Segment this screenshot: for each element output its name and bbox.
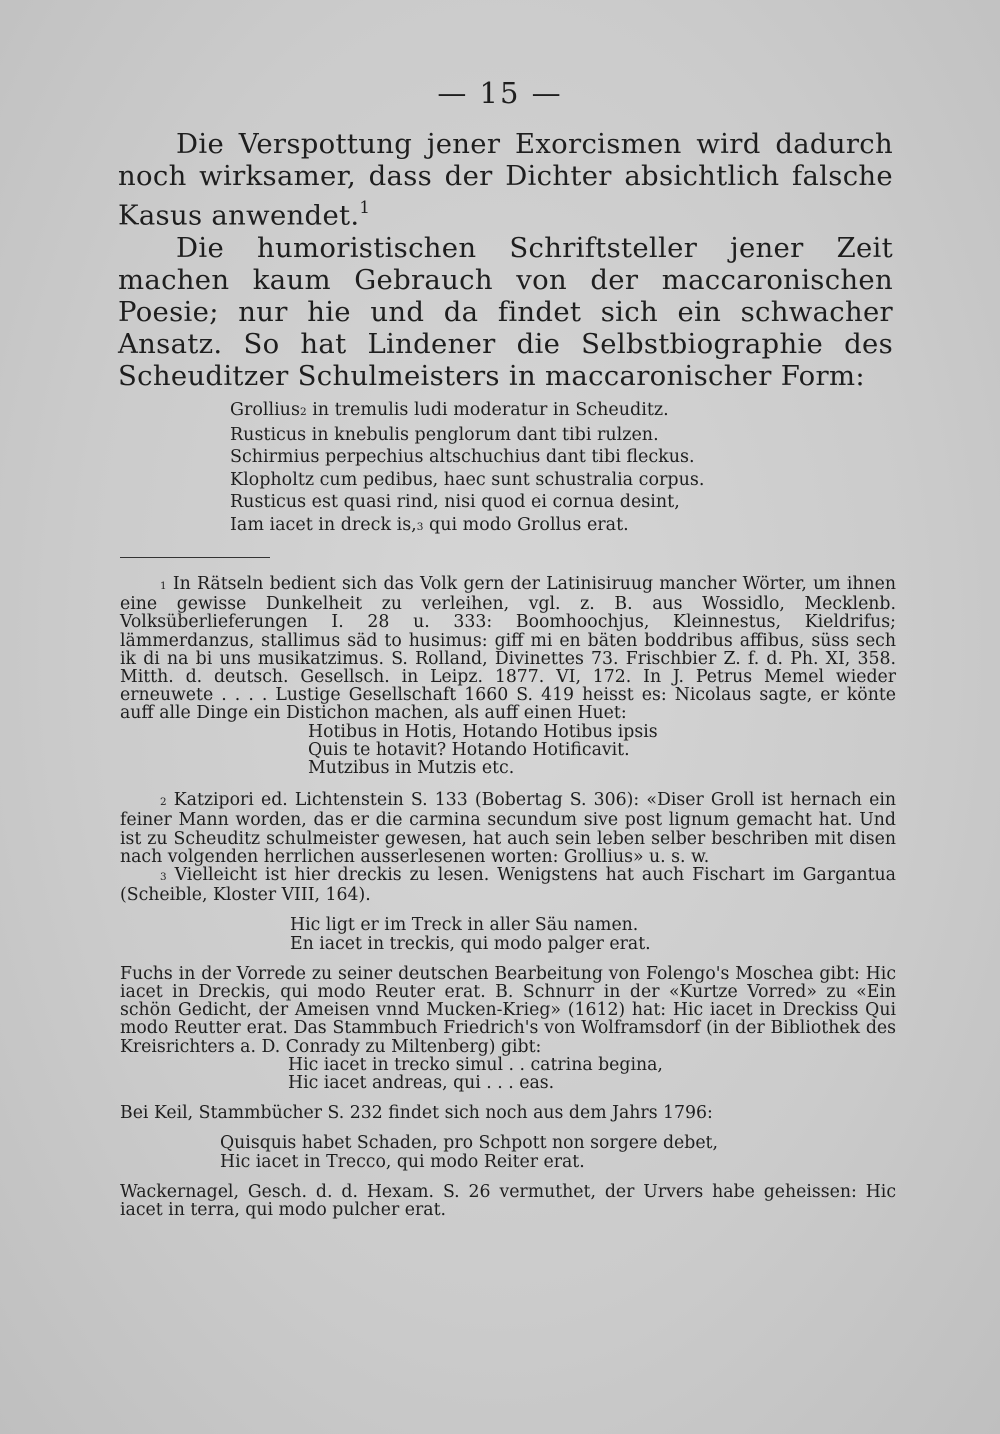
verse-line: Hic ligt er im Treck in aller Säu namen. (290, 915, 639, 936)
footnote-ref-1: 1 (359, 198, 371, 217)
verse-line: Hic iacet andreas, qui . . . eas. (288, 1073, 555, 1094)
paragraph-1-text: Die Verspottung jener Exorcismen wird dadurch noch wirksamer, dass der Dichter absichtlich falsche Kasus anwendet. (118, 128, 893, 232)
paragraph-2: Die humoristischen Schriftsteller jener Zeit machen kaum Gebrauch von der maccaronischen Poesie; nur hie und da findet sich ein schwacher Ansatz. So hat Lindener die Selbstbiographie des Scheuditzer Schulmeisters in maccaronischer Form: (118, 231, 893, 392)
poem-line-text: Iam iacet in dreck is, (230, 514, 417, 535)
page-number: — 15 — (437, 76, 563, 110)
poem-line-text: in tremulis ludi moderatur in Scheuditz. (306, 400, 669, 420)
paragraph-1 (118, 128, 893, 232)
poem-block (230, 399, 830, 538)
footnote-text: In Rätseln bedient sich das Volk gern der Latinisiruug mancher Wörter, um ihnen eine gewisse Dunkelheit zu verleihen, vgl. z. B. aus Wossidlo, Mecklenb. Volksüberlieferungen I. 28 u. 333: Boomhoochjus, Kleinnestus, Kieldrifus; lämmerdanzus, stallimus säd to husimus: giff mi en bäten boddribus affibus, süss sech ik di na bi uns musikatzimus. S. Rolland, Divinettes 73. Frischbier Z. f. d. Ph. XI, 358. Mitth. d. deutsch. Gesellsch. in Leipz. 1877. VI, 172. In J. Petrus Memel wieder erneuwete . . . . Lustige Gesellschaft 1660 S. 419 heisst es: Nicolaus sagte, er könte auff alle Dinge ein Distichon machen, als auff einen Huet: (120, 574, 896, 724)
main-text (118, 128, 893, 392)
footnote-1 (120, 575, 896, 723)
poem-line-text: qui modo Grollus erat. (423, 514, 629, 535)
poem-line: Klopholtz cum pedibus, haec sunt schustralia corpus. (230, 469, 705, 490)
footnote-2 (120, 791, 896, 866)
poem-line (230, 514, 830, 539)
poem-line-text: Grollius (230, 400, 300, 420)
footnote-ref-3: 3 (416, 520, 424, 533)
footnote-divider (120, 557, 270, 558)
poem-line: Rusticus est quasi rind, nisi quod ei cornua desint, (230, 492, 680, 512)
poem-line (230, 399, 830, 424)
footnotes (120, 575, 896, 1219)
footnote-ref-2: 2 (299, 406, 307, 418)
footnote-3-continued: Fuchs in der Vorrede zu seiner deutschen Bearbeitung von Folengo's Moschea gibt: Hic iacet in Dreckis, qui modo Reuter erat. B. Schnurr in der «Kurtze Vorred» zu «Ein schön Gedicht, der Ameisen vnnd Mucken-Krieg» (1612) hat: Hic iacet in Dreckiss Qui modo Reutter erat. Das Stammbuch Friedrich's von Wolframsdorf (in der Bibliothek des Kreisrichters a. D. Conrady zu Miltenberg) gibt: (120, 963, 896, 1057)
footnote-3 (120, 866, 896, 904)
verse-line: Mutzibus in Mutzis etc. (308, 758, 515, 779)
verse-line: Quisquis habet Schaden, pro Schpott non sorgere debet, (220, 1133, 718, 1154)
verse-line: En iacet in treckis, qui modo palger erat. (290, 933, 651, 954)
verse-line: Quis te hotavit? Hotando Hotificavit. (308, 739, 630, 760)
poem-line: Schirmius perpechius altschuchius dant tibi fleckus. (230, 447, 695, 467)
footnote-text: Vielleicht ist hier dreckis zu lesen. Wenigstens hat auch Fischart im Gargantua (Scheible, Kloster VIII, 164). (120, 865, 896, 906)
footnote-mark: 2 (160, 796, 167, 809)
poem-line: Rusticus in knebulis penglorum dant tibi rulzen. (230, 424, 659, 445)
footnote-mark: 3 (160, 871, 167, 884)
verse-line: Hic iacet in trecko simul . . catrina begina, (288, 1054, 663, 1075)
footnote-text: Katzipori ed. Lichtenstein S. 133 (Bobertag S. 306): «Diser Groll ist hernach ein feiner Mann worden, das er die carmina secundum sive post lignum gemacht hat. Und ist zu Scheuditz schulmeister gewesen, hat auch sein leben selber beschriben mit disen nach volgenden herrlichen ausserlesenen worten: Grollius» u. s. w. (120, 790, 896, 867)
footnote-3-keil: Bei Keil, Stammbücher S. 232 findet sich noch aus dem Jahrs 1796: (120, 1103, 713, 1124)
footnote-mark: 1 (160, 580, 167, 592)
verse-line: Hotibus in Hotis, Hotando Hotibus ipsis (308, 721, 658, 742)
footnote-3-wackernagel: Wackernagel, Gesch. d. d. Hexam. S. 26 vermuthet, der Urvers habe geheissen: Hic iacet in terra, qui modo pulcher erat. (120, 1181, 896, 1221)
verse-line: Hic iacet in Trecco, qui modo Reiter erat. (220, 1151, 585, 1172)
